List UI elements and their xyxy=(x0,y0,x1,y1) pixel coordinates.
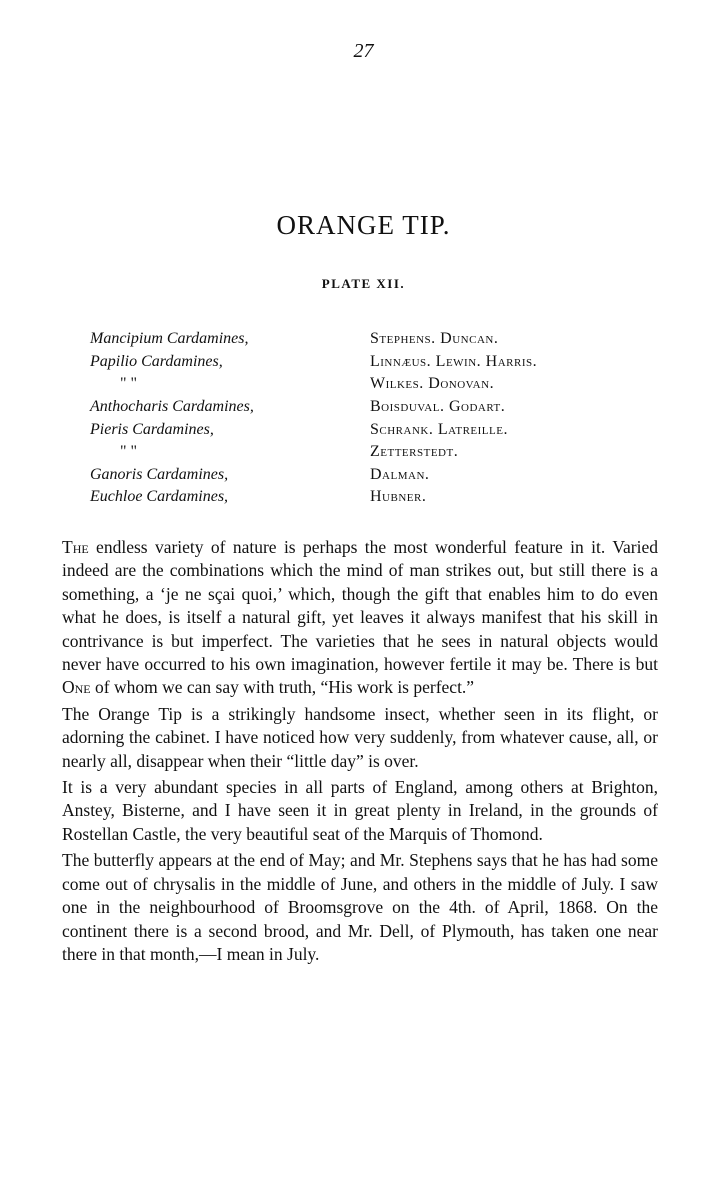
paragraph-text: of whom we can say with truth, “His work is perfect.” xyxy=(90,677,475,698)
page-number: 27 xyxy=(353,40,374,62)
synonym-name: Ganoris Cardamines, xyxy=(90,465,229,483)
body-text xyxy=(62,536,658,969)
emphasis-word: One xyxy=(62,677,91,698)
synonym-name: Mancipium Cardamines, xyxy=(90,330,249,348)
synonym-authors: Stephens. Duncan. xyxy=(370,330,499,348)
paragraph-4: The butterfly appears at the end of May; and Mr. Stephens says that he has had some come out of chrysalis in the middle of June, and others in the middle of July. I saw one in the neighbourhood of Broomsgrove on the 4th. of April, 1868. On the continent there is a second brood, and Mr. Dell, of Plymouth, has taken one near there in that month,—I mean in July. xyxy=(62,850,658,964)
lead-word: The xyxy=(62,537,89,557)
synonym-name: Papilio Cardamines, xyxy=(90,352,223,370)
plate-label: PLATE XII. xyxy=(321,276,406,291)
synonym-row xyxy=(90,441,650,464)
paragraph-3: It is a very abundant species in all parts of England, among others at Brighton, Anstey, Bisterne, and I have seen it in great plenty in Ireland, in the grounds of Rostellan Castle, the very beautiful seat of the Marquis of Thomond. xyxy=(62,777,658,844)
synonym-authors: Linnæus. Lewin. Harris. xyxy=(370,352,538,370)
synonym-name: Euchloe Cardamines, xyxy=(90,488,229,506)
paragraph-1 xyxy=(62,536,658,700)
synonym-authors: Boisduval. Godart. xyxy=(370,398,506,416)
show-through-text xyxy=(604,88,724,168)
synonym-name: Anthocharis Cardamines, xyxy=(90,398,254,416)
synonym-row xyxy=(90,464,650,487)
synonym-authors: Zetterstedt. xyxy=(370,443,459,461)
synonym-name: Pieris Cardamines, xyxy=(90,420,214,438)
synonym-row xyxy=(90,418,650,441)
synonymy-list xyxy=(90,328,650,509)
page-title: ORANGE TIP. xyxy=(276,210,451,240)
synonym-authors: Dalman. xyxy=(370,465,430,483)
synonym-row xyxy=(90,486,650,509)
paragraph-text: endless variety of nature is perhaps the most wonderful feature in it. Varied indeed are the combinations which the mind of man strikes out, but still there is a something, a ‘je ne sçai quoi,’ which, though the gift that enables him to do even what he does, is itself a natural gift, yet leaves it always manifest that his skill in contrivance is but imperfect. The varieties that he sees in natural objects would never have occurred to his own imagination, however fertile it may be. There is but xyxy=(62,537,658,675)
ditto-marks: " " xyxy=(120,375,138,393)
synonym-row xyxy=(90,328,650,351)
paragraph-2: The Orange Tip is a strikingly handsome insect, whether seen in its flight, or adorning the cabinet. I have noticed how very suddenly, from whatever cause, all, or nearly all, disappear when their “little day” is over. xyxy=(62,703,658,771)
synonym-authors: Wilkes. Donovan. xyxy=(370,375,495,393)
synonym-row xyxy=(90,373,650,396)
synonym-authors: Schrank. Latreille. xyxy=(370,420,508,438)
synonym-row xyxy=(90,351,650,374)
ditto-marks: " " xyxy=(120,443,138,461)
synonym-row xyxy=(90,396,650,419)
synonym-authors: Hubner. xyxy=(370,488,427,506)
